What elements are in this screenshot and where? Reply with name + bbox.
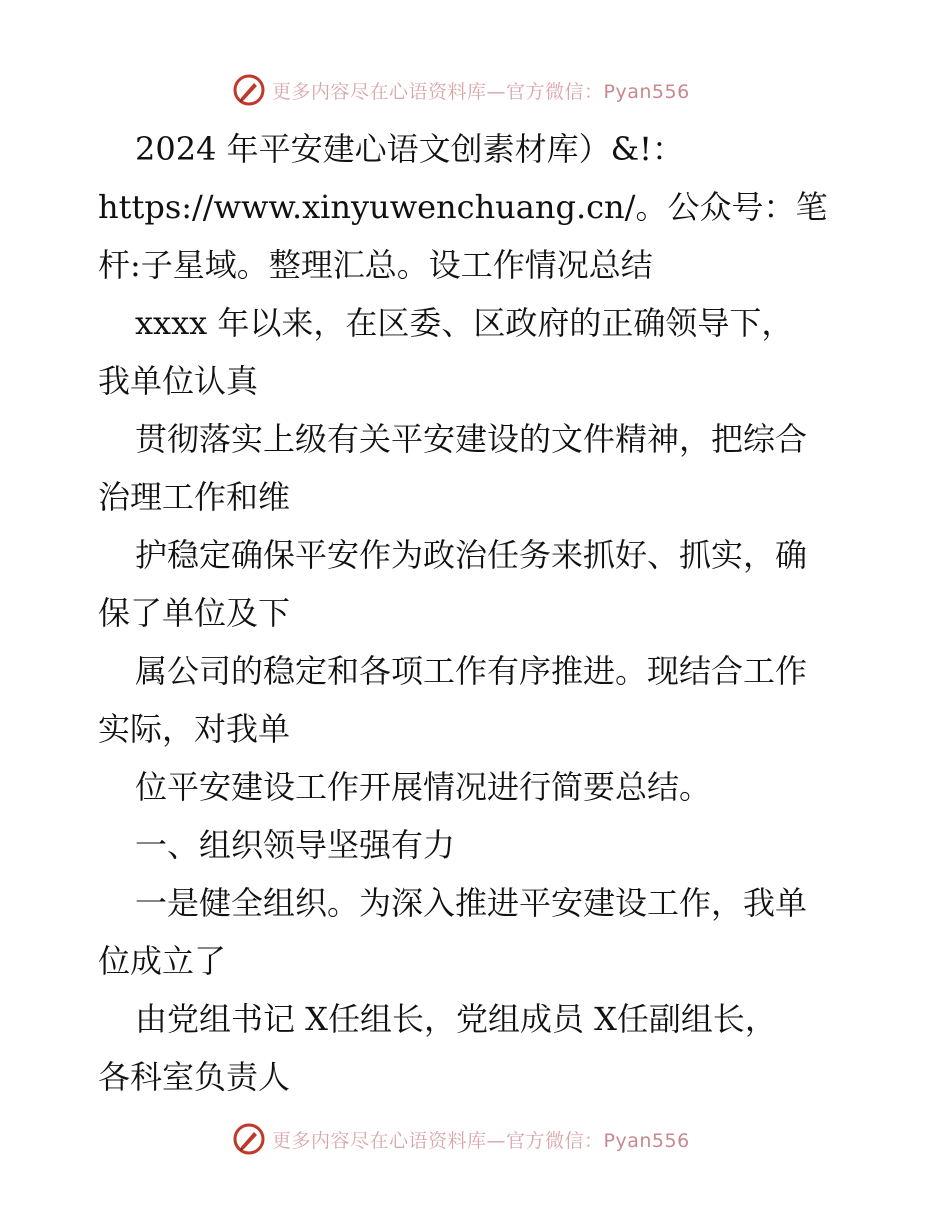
text-line: xxxx 年以来，在区委、区政府的正确领导下， — [135, 304, 794, 342]
section-heading: 一、组织领导坚强有力 — [135, 826, 456, 864]
banner-text: 更多内容尽在心语资料库—官方微信：Pyan556 — [272, 80, 690, 103]
text-line: 实际，对我单 — [98, 710, 291, 748]
body-text — [98, 120, 858, 1106]
pen-logo-icon — [232, 1122, 266, 1156]
text-line: 贯彻落实上级有关平安建设的文件精神，把综合 — [135, 420, 808, 458]
text-line: 位平安建设工作开展情况进行简要总结。 — [135, 768, 712, 806]
text-line: 杆:子星域。整理汇总。设工作情况总结 — [98, 246, 653, 284]
text-line: 保了单位及下 — [98, 594, 291, 632]
pen-logo-icon — [232, 73, 266, 107]
text-line: 2024 年平安建心语文创素材库）&!： — [135, 130, 684, 168]
wechat-id: Pyan556 — [603, 1129, 690, 1152]
header-banner — [232, 72, 752, 108]
wechat-id: Pyan556 — [603, 80, 690, 103]
banner-text: 更多内容尽在心语资料库—官方微信：Pyan556 — [272, 1129, 690, 1152]
text-line: 我单位认真 — [98, 362, 259, 400]
text-line: 治理工作和维 — [98, 478, 291, 516]
text-line: 位成立了 — [98, 942, 227, 980]
text-line: 一是健全组织。为深入推进平安建设工作，我单 — [135, 884, 808, 922]
text-line: 由党组书记 X任组长，党组成员 X任副组长， — [135, 1000, 777, 1038]
text-line: 属公司的稳定和各项工作有序推进。现结合工作 — [135, 652, 808, 690]
text-line: 护稳定确保平安作为政治任务来抓好、抓实，确 — [135, 536, 808, 574]
text-line: https://www.xinyuwenchuang.cn/。公众号：笔 — [98, 188, 828, 226]
text-line: 各科室负责人 — [98, 1058, 291, 1096]
footer-banner — [232, 1121, 752, 1157]
